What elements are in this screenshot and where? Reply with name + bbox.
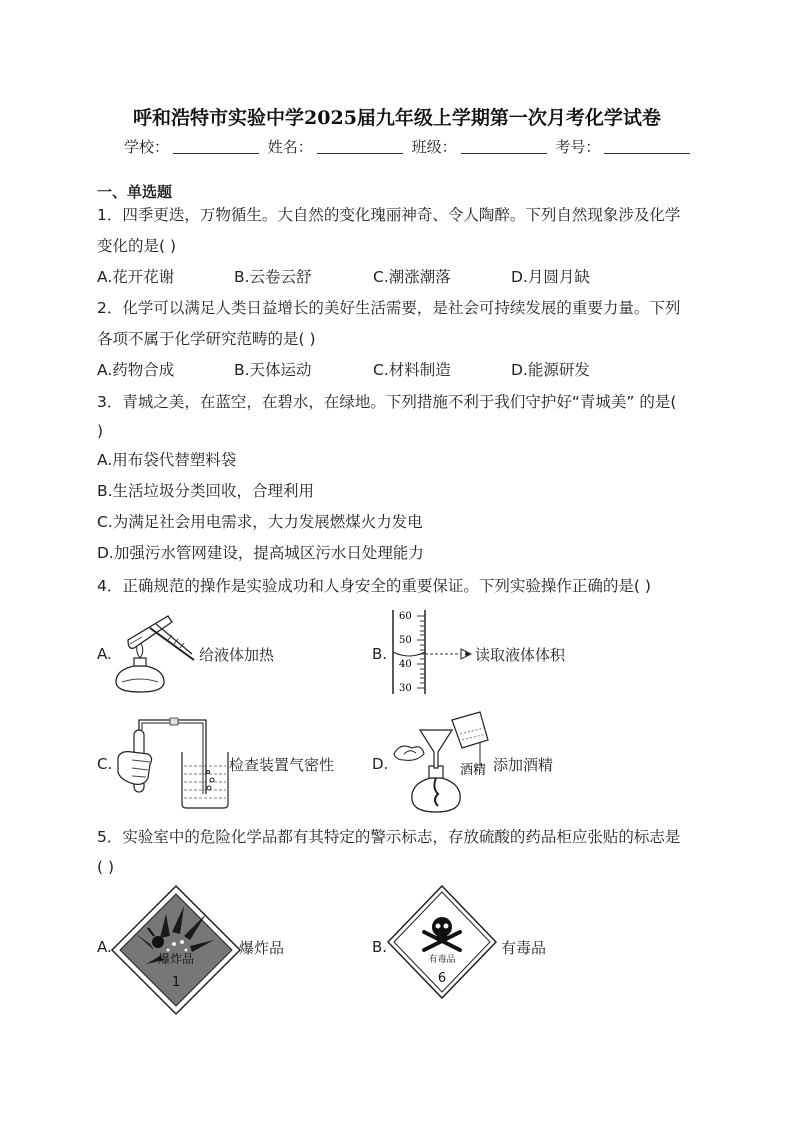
q2-stem-line2: 各项不属于化学研究范畴的是( ) (97, 330, 316, 348)
q2-option-b[interactable]: B.天体运动 (234, 361, 312, 379)
q2-option-a[interactable]: A.药物合成 (97, 361, 175, 379)
read-volume-illustration (383, 608, 483, 696)
section-heading: 一、单选题 (97, 183, 173, 201)
q4-option-c-letter[interactable]: C. (97, 755, 113, 773)
q1-option-b[interactable]: B.云卷云舒 (234, 268, 312, 286)
page-title: 呼和浩特市实验中学2025届九年级上学期第一次月考化学试卷 (133, 107, 661, 129)
q2-stem-line1: 2．化学可以满足人类日益增长的美好生活需要，是社会可持续发展的重要力量。下列 (97, 299, 681, 317)
q4-option-b-letter[interactable]: B. (372, 645, 388, 663)
q3-stem-line1: 3．青城之美，在蓝空，在碧水，在绿地。下列措施不利于我们守护好“青城美” 的是( (97, 393, 677, 411)
q4-option-c-text[interactable]: 检查装置气密性 (229, 756, 335, 774)
tick-60: 60 (399, 611, 412, 622)
q5-stem-line1: 5．实验室中的危险化学品都有其特定的警示标志，存放硫酸的药品柜应张贴的标志是 (97, 828, 681, 846)
q2-option-c[interactable]: C.材料制造 (373, 361, 451, 379)
tick-40: 40 (399, 659, 412, 670)
q5-option-b-text[interactable]: 有毒品 (501, 939, 547, 957)
q3-option-c[interactable]: C.为满足社会用电需求，大力发展燃煤火力发电 (97, 513, 423, 531)
explosive-warning-sign (110, 884, 240, 1014)
number-blank (604, 139, 690, 154)
class-blank (461, 139, 547, 154)
number-label: 考号： (555, 138, 601, 156)
q5-stem-line2: ( ) (97, 858, 115, 876)
tick-30: 30 (399, 683, 412, 694)
q5-option-b-letter[interactable]: B. (372, 938, 388, 956)
student-info-row (124, 136, 694, 157)
q3-option-b[interactable]: B.生活垃圾分类回收，合理利用 (97, 482, 315, 500)
heating-liquid-illustration (108, 610, 203, 700)
toxic-warning-sign (386, 884, 498, 1000)
toxic-sign-name: 有毒品 (428, 955, 456, 965)
q3-option-d[interactable]: D.加强污水管网建设，提高城区污水日处理能力 (97, 544, 424, 562)
class-label: 班级： (411, 138, 457, 156)
q4-option-b-text[interactable]: 读取液体体积 (475, 646, 566, 664)
q2-option-d[interactable]: D.能源研发 (511, 361, 590, 379)
name-label: 姓名： (267, 138, 313, 156)
q3-stem-line2: ) (97, 422, 104, 440)
alcohol-label: 酒精 (460, 763, 487, 778)
q4-stem: 4．正确规范的操作是实验成功和人身安全的重要保证。下列实验操作正确的是( ) (97, 577, 651, 595)
explosive-sign-number: 1 (171, 975, 181, 990)
q1-option-c[interactable]: C.潮涨潮落 (373, 268, 451, 286)
q1-stem-line1: 1．四季更迭，万物循生。大自然的变化瑰丽神奇、令人陶醉。下列自然现象涉及化学 (97, 206, 681, 224)
school-label: 学校： (124, 138, 170, 156)
q4-option-a-letter[interactable]: A. (97, 645, 112, 663)
q4-option-d-text[interactable]: 添加酒精 (493, 756, 554, 774)
q4-option-d-letter[interactable]: D. (372, 755, 389, 773)
q1-stem-line2: 变化的是( ) (97, 237, 177, 255)
q1-option-a[interactable]: A.花开花谢 (97, 268, 175, 286)
airtightness-check-illustration (110, 714, 230, 810)
explosive-sign-name: 爆炸品 (157, 952, 195, 966)
q4-option-a-text[interactable]: 给液体加热 (199, 646, 275, 664)
name-blank (317, 139, 403, 154)
school-blank (173, 139, 259, 154)
adding-alcohol-illustration (386, 708, 496, 816)
q1-option-d[interactable]: D.月圆月缺 (511, 268, 590, 286)
q3-option-a[interactable]: A.用布袋代替塑料袋 (97, 451, 237, 469)
tick-50: 50 (399, 635, 412, 646)
toxic-sign-number: 6 (437, 971, 447, 986)
q5-option-a-letter[interactable]: A. (97, 938, 112, 956)
q5-option-a-text[interactable]: 爆炸品 (239, 939, 285, 957)
